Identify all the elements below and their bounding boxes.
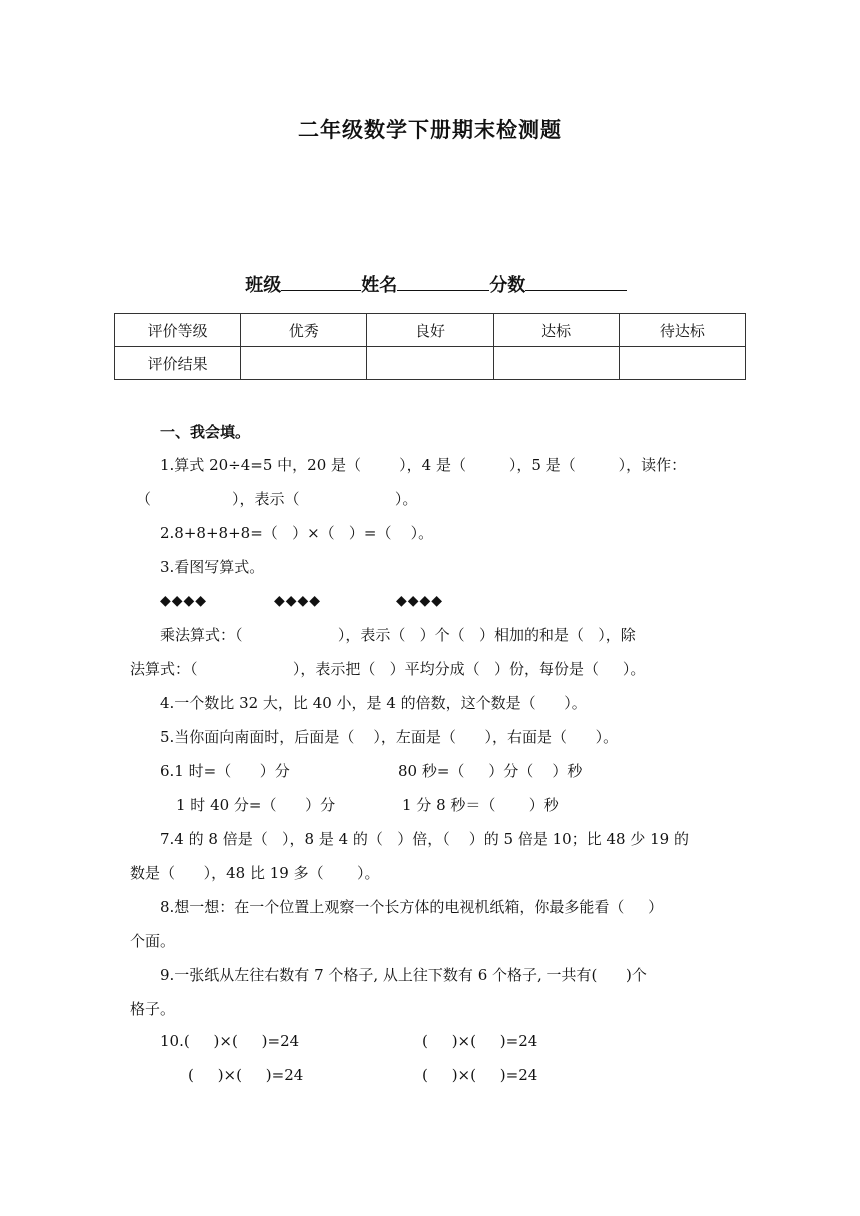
table-cell (367, 347, 493, 380)
question-line: （ ），表示（ ）。 (136, 490, 418, 508)
page-title: 二年级数学下册期末检测题 (298, 117, 562, 142)
question-line: 2.8+8+8+8=（ ）×（ ）=（ ）。 (160, 524, 434, 542)
table-cell: 待达标 (619, 314, 745, 347)
question-line: 格子。 (130, 1000, 176, 1018)
table-row (115, 314, 746, 347)
diamond-group: ◆◆◆◆ (396, 593, 444, 609)
student-info-line (0, 250, 860, 297)
question-line: 乘法算式：（ ），表示（ ）个（ ）相加的和是（ ），除 (160, 626, 636, 644)
table-cell (241, 347, 367, 380)
class-blank (281, 272, 361, 291)
table-cell: 评价等级 (115, 314, 241, 347)
evaluation-table (114, 313, 746, 380)
question-line: 数是（ ），48 比 19 多（ ）。 (130, 864, 380, 882)
question-line: ( )×( )=24 (188, 1066, 304, 1084)
question-line: 7.4 的 8 倍是（ ），8 是 4 的（ ）倍，（ ）的 5 倍是 10；比 48 少 19 的 (160, 830, 689, 848)
question-line: 8.想一想：在一个位置上观察一个长方体的电视机纸箱，你最多能看（ ） (160, 898, 664, 916)
name-label: 姓名 (361, 275, 398, 296)
question-line: 1 时 40 分=（ ）分 (176, 796, 336, 814)
question-line: 4.一个数比 32 大，比 40 小，是 4 的倍数，这个数是（ ）。 (160, 694, 587, 712)
question-line: 3.看图写算式。 (160, 558, 265, 576)
question-line: 6.1 时=（ ）分 (160, 762, 290, 780)
question-line: 5.当你面向南面时，后面是（ ），左面是（ ），右面是（ ）。 (160, 728, 619, 746)
table-cell: 良好 (367, 314, 493, 347)
name-blank (397, 272, 489, 291)
diamond-group: ◆◆◆◆ (160, 593, 208, 609)
question-line: 80 秒=（ ）分（ ）秒 (398, 762, 583, 780)
table-cell (493, 347, 619, 380)
question-line: 1 分 8 秒＝（ ）秒 (402, 796, 559, 814)
question-line: 个面。 (130, 932, 176, 950)
diamond-group: ◆◆◆◆ (274, 593, 322, 609)
score-blank (525, 272, 627, 291)
question-line: 1.算式 20÷4=5 中，20 是（ ），4 是（ ），5 是（ ），读作： (160, 456, 687, 474)
question-line: 9.一张纸从左往右数有 7 个格子, 从上往下数有 6 个格子, 一共有( )个 (160, 966, 647, 984)
class-label: 班级 (245, 275, 282, 296)
table-cell: 优秀 (241, 314, 367, 347)
score-label: 分数 (489, 275, 526, 296)
question-line: 10.( )×( )=24 (160, 1032, 300, 1050)
question-line: 法算式：（ ），表示把（ ）平均分成（ ）份，每份是（ ）。 (130, 660, 646, 678)
table-row (115, 347, 746, 380)
question-line: ( )×( )=24 (422, 1066, 538, 1084)
table-cell: 评价结果 (115, 347, 241, 380)
table-cell: 达标 (493, 314, 619, 347)
table-cell (619, 347, 745, 380)
section-heading: 一、我会填。 (160, 423, 251, 441)
question-line: ( )×( )=24 (422, 1032, 538, 1050)
